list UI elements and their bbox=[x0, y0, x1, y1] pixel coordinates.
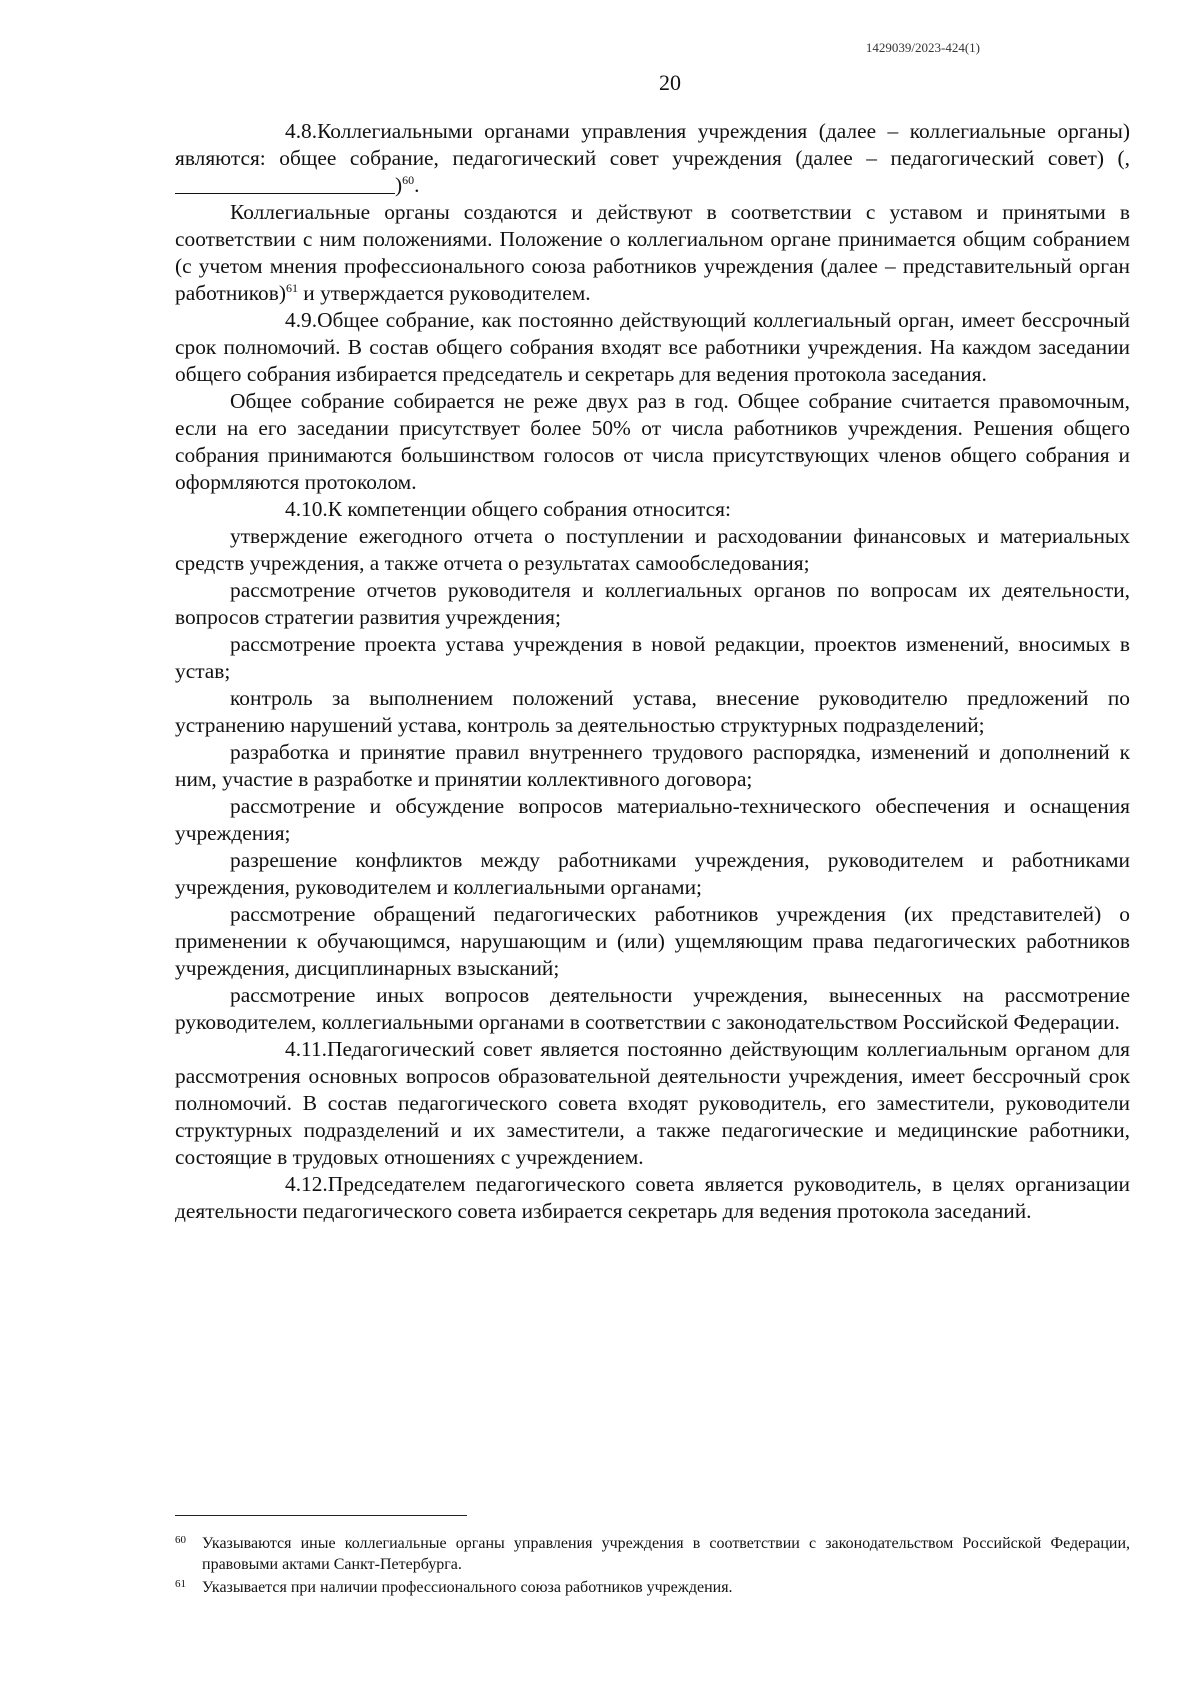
footnote-ref-60[interactable]: 60 bbox=[402, 173, 415, 187]
footnote-61 bbox=[175, 1577, 1130, 1598]
paragraph-text: Педагогический совет является постоянно действующим коллегиальным органом для рассмотрения основных вопросов образовательной деятельности учреждения, имеет бессрочный срок полномочий. В состав педагогического совета входят руководитель, его заместители, руководители структурных подразделений и их заместители, а также педагогические и медицинские работники, состоящие в трудовых отношениях с учреждением. bbox=[175, 1037, 1130, 1169]
footnote-60 bbox=[175, 1533, 1130, 1575]
clause-number: 4.11. bbox=[285, 1037, 327, 1061]
paragraph-4-8-cont bbox=[175, 199, 1130, 307]
document-body bbox=[175, 118, 1130, 1225]
paragraph-tail: . bbox=[414, 173, 420, 197]
paragraph-4-11 bbox=[175, 1036, 1130, 1171]
footnote-divider bbox=[175, 1515, 467, 1516]
footnote-text: Указываются иные коллегиальные органы управления учреждения в соответствии с законодательством Российской Федерации, правовыми актами Санкт-Петербурга. bbox=[202, 1535, 1130, 1573]
clause-number: 4.8. bbox=[285, 119, 318, 143]
list-item: разрешение конфликтов между работниками учреждения, руководителем и работниками учреждения, руководителем и коллегиальными органами; bbox=[175, 848, 1130, 899]
list-item: рассмотрение отчетов руководителя и коллегиальных органов по вопросам их деятельности, вопросов стратегии развития учреждения; bbox=[175, 578, 1130, 629]
page-number: 20 bbox=[659, 70, 681, 95]
fill-in-blank bbox=[175, 175, 395, 194]
list-item: утверждение ежегодного отчета о поступлении и расходовании финансовых и материальных средств учреждения, а также отчета о результатах самообследования; bbox=[175, 524, 1130, 575]
paragraph-text: Коллегиальные органы создаются и действуют в соответствии с уставом и принятыми в соответствии с ним положениями. Положение о коллегиальном органе принимается общим собранием (с учетом мнения профессионального союза работников учреждения (далее – представительный орган работников) bbox=[175, 200, 1130, 305]
paragraph-text: Общее собрание, как постоянно действующий коллегиальный орган, имеет бессрочный срок полномочий. В состав общего собрания входят все работники учреждения. На каждом заседании общего собрания избирается председатель и секретарь для ведения протокола заседания. bbox=[175, 308, 1130, 386]
clause-number: 4.10. bbox=[285, 497, 328, 521]
paragraph-text-after: ) bbox=[395, 173, 403, 197]
list-item: рассмотрение обращений педагогических работников учреждения (их представителей) о применении к обучающимся, нарушающим и (или) ущемляющим права педагогических работников учреждения, дисциплинарных взысканий; bbox=[175, 902, 1130, 980]
clause-number: 4.12. bbox=[285, 1172, 328, 1196]
list-item: рассмотрение и обсуждение вопросов материально-технического обеспечения и оснащения учреждения; bbox=[175, 794, 1130, 845]
footnotes bbox=[175, 1533, 1130, 1600]
list-item: разработка и принятие правил внутреннего трудового распорядка, изменений и дополнений к ним, участие в разработке и принятии коллективного договора; bbox=[175, 740, 1130, 791]
paragraph-text: Коллегиальными органами управления учреждения (далее – коллегиальные органы) являются: общее собрание, педагогический совет учреждения (далее – педагогический совет) (, bbox=[175, 119, 1130, 170]
list-item: рассмотрение проекта устава учреждения в новой редакции, проектов изменений, вносимых в устав; bbox=[175, 632, 1130, 683]
clause-number: 4.9. bbox=[285, 308, 318, 332]
paragraph-4-10 bbox=[175, 496, 1130, 523]
footnote-mark: 61 bbox=[175, 1578, 186, 1590]
paragraph-4-9-cont: Общее собрание собирается не реже двух раз в год. Общее собрание считается правомочным, если на его заседании присутствует более 50% от числа работников учреждения. Решения общего собрания принимаются большинством голосов от числа присутствующих членов общего собрания и оформляются протоколом. bbox=[175, 389, 1130, 494]
footnote-text: Указывается при наличии профессионального союза работников учреждения. bbox=[202, 1579, 733, 1596]
paragraph-4-9 bbox=[175, 307, 1130, 388]
paragraph-text: Председателем педагогического совета является руководитель, в целях организации деятельности педагогического совета избирается секретарь для ведения протокола заседаний. bbox=[175, 1172, 1130, 1223]
footnote-mark: 60 bbox=[175, 1534, 186, 1546]
document-number: 1429039/2023-424(1) bbox=[865, 40, 980, 55]
paragraph-text: К компетенции общего собрания относится: bbox=[327, 497, 731, 521]
paragraph-4-12 bbox=[175, 1171, 1130, 1225]
paragraph-tail: и утверждается руководителем. bbox=[297, 281, 591, 305]
footnote-ref-61[interactable]: 61 bbox=[285, 281, 298, 295]
paragraph-4-8 bbox=[175, 118, 1130, 199]
list-item: рассмотрение иных вопросов деятельности учреждения, вынесенных на рассмотрение руководителем, коллегиальными органами в соответствии с законодательством Российской Федерации. bbox=[175, 983, 1130, 1034]
list-item: контроль за выполнением положений устава, внесение руководителю предложений по устранению нарушений устава, контроль за деятельностью структурных подразделений; bbox=[175, 686, 1130, 737]
